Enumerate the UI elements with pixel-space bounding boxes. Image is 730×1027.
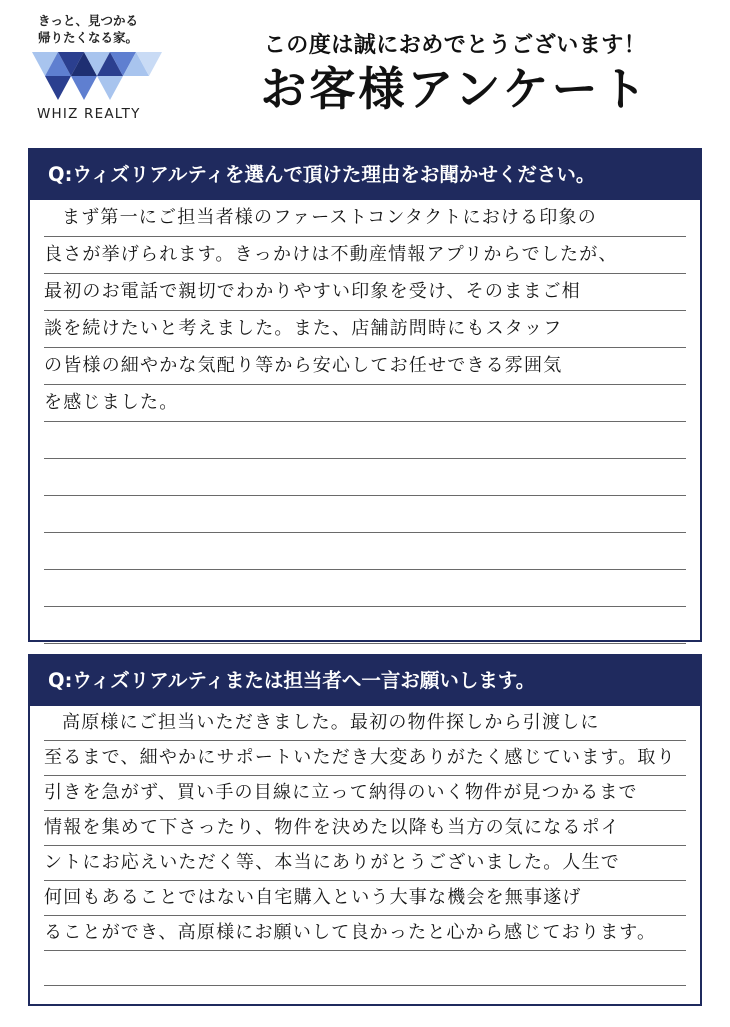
answer-line: ントにお応えいただく等、本当にありがとうございました。人生で	[44, 846, 686, 881]
page-header	[215, 28, 695, 117]
answer-line: 何回もあることではない自宅購入という大事な機会を無事遂げ	[44, 881, 686, 916]
answer-line: を感じました。	[44, 385, 686, 422]
answer-line: まず第一にご担当者様のファーストコンタクトにおける印象の	[44, 200, 686, 237]
brand-name: WHIZ REALTY	[37, 106, 141, 122]
logo-tri-4	[45, 76, 71, 100]
logo-tri-9	[97, 76, 123, 100]
brand-block	[22, 12, 182, 122]
tagline-line-1: きっと、見つかる	[38, 13, 139, 28]
answer-line: 至るまで、細やかにサポートいただき大変ありがたく感じています。取り	[44, 741, 686, 776]
question-2-heading: Q:ウィズリアルティまたは担当者へ一言お願いします。	[30, 656, 700, 706]
answer-line	[44, 496, 686, 533]
answer-line	[44, 422, 686, 459]
answer-2	[30, 706, 700, 986]
page-title: お客様アンケート	[260, 62, 650, 116]
answer-line	[44, 607, 686, 644]
answer-line: の皆様の細やかな気配り等から安心してお任せできる雰囲気	[44, 348, 686, 385]
answer-line	[44, 570, 686, 607]
answer-line: 高原様にご担当いただきました。最初の物件探しから引渡しに	[44, 706, 686, 741]
question-box-2	[28, 654, 702, 1006]
brand-tagline	[38, 12, 182, 46]
brand-logo-icon	[32, 52, 172, 104]
answer-line: 最初のお電話で親切でわかりやすい印象を受け、そのままご相	[44, 274, 686, 311]
answer-1	[30, 200, 700, 644]
answer-line	[44, 533, 686, 570]
answer-line	[44, 459, 686, 496]
answer-line: 引きを急がず、買い手の目線に立って納得のいく物件が見つかるまで	[44, 776, 686, 811]
question-1-heading: Q:ウィズリアルティを選んで頂けた理由をお聞かせください。	[30, 150, 700, 200]
header-subtitle: この度は誠におめでとうございます！	[263, 33, 647, 58]
answer-line: 情報を集めて下さったり、物件を決めた以降も当方の気になるポイ	[44, 811, 686, 846]
answer-line: 談を続けたいと考えました。また、店舗訪問時にもスタッフ	[44, 311, 686, 348]
answer-line: ることができ、高原様にお願いして良かったと心から感じております。	[44, 916, 686, 951]
logo-tri-6	[71, 76, 97, 100]
question-box-1	[28, 148, 702, 642]
answer-line	[44, 951, 686, 986]
answer-line: 良さが挙げられます。きっかけは不動産情報アプリからでしたが、	[44, 237, 686, 274]
tagline-line-2: 帰りたくなる家。	[38, 30, 139, 45]
